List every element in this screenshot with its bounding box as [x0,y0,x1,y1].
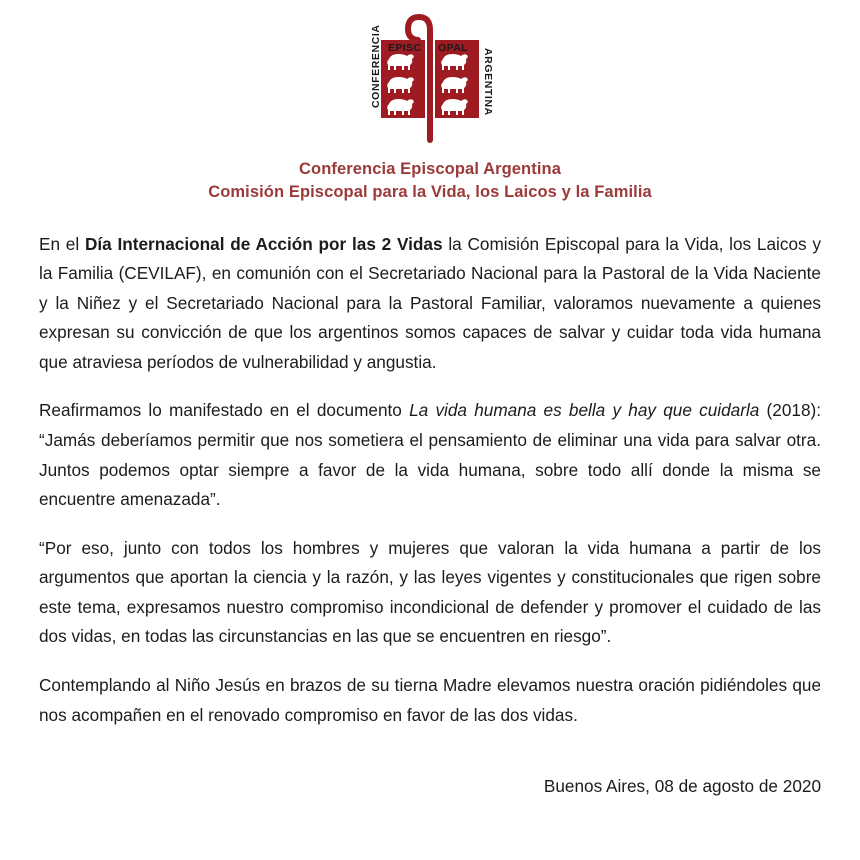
logo-text-conferencia: CONFERENCIA [370,24,382,108]
paragraph-1 [39,230,821,378]
logo-text-episc: EPISC [388,42,422,54]
text-run: “Por eso, junto con todos los hombres y mujeres que valoran la vida humana a partir de los argumentos que aportan la ciencia y la razón, y las leyes vigentes y constitucionales que rigen sobre este tema, expresamos nuestro compromiso incondicional de defender y promover el cuidado de las dos vidas, en todas las circunstancias en las que se encuentren en riesgo”. [39,537,821,647]
text-run: (2018): “Jamás deberíamos permitir que nos sometiera el pensamiento de eliminar una vida para salvar otra. Juntos podemos optar siempre a favor de la vida humana, sobre todo allí donde la misma se encuentre amenazada”. [39,400,822,510]
logo-text-argentina: ARGENTINA [482,48,494,116]
document-title-italic: La vida humana es bella y hay que cuidarla [409,400,760,421]
signature-block [39,730,821,801]
text-run: la Comisión Episcopal para la Vida, los Laicos y la Familia (CEVILAF), en comunión con el Secretariado Nacional para la Pastoral de la Vida Naciente y la Niñez y el Secretariado Nacional para la Pastoral Familiar, valoramos nuevamente a quienes expresan su convicción de que los argentinos somos capaces de salvar y cuidar toda vida humana que atraviesa períodos de vulnerabilidad y angustia. [39,233,821,372]
text-run: Reafirmamos lo manifestado en el documento [39,400,410,421]
document-header [0,158,860,204]
paragraph-4 [39,671,821,730]
text-run: En el [39,233,85,254]
crosier-sheep-emblem-icon [355,8,505,150]
logo-text-opal: OPAL [438,42,468,54]
header-line-organization: Conferencia Episcopal Argentina [299,160,561,178]
header-line-commission: Comisión Episcopal para la Vida, los Laicos y la Familia [208,182,652,201]
paragraph-2 [39,396,821,514]
emphasis-bold: Día Internacional de Acción por las 2 Vidas [84,233,443,254]
document-body [39,204,821,731]
logo-container [0,0,860,150]
paragraph-3 [39,534,821,652]
place-and-date: Buenos Aires, 08 de agosto de 2020 [543,776,821,797]
text-run: Contemplando al Niño Jesús en brazos de su tierna Madre elevamos nuestra oración pidiéndoles que nos acompañen en el renovado compromiso en favor de las dos vidas. [39,675,821,725]
